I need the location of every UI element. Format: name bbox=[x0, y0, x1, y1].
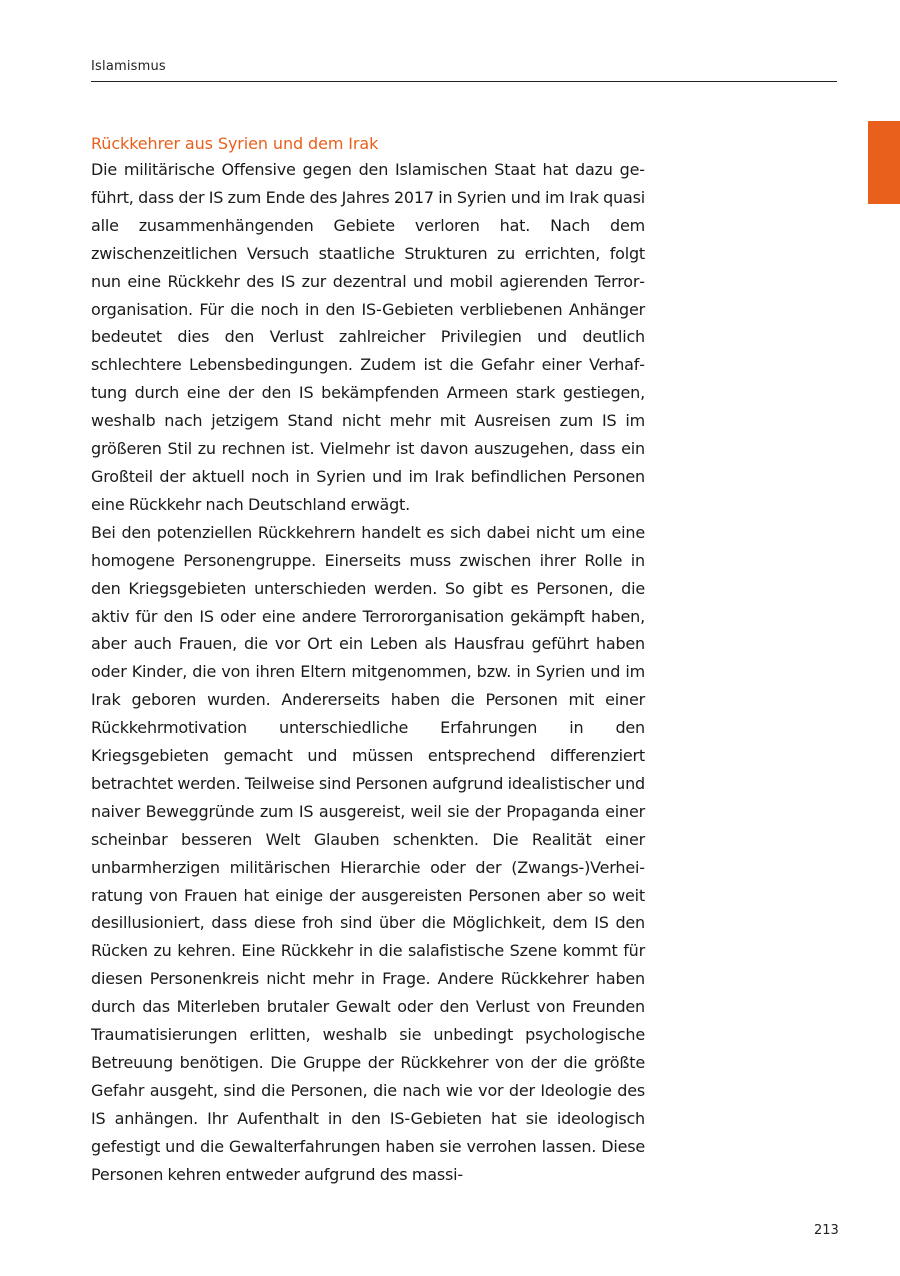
header-rule bbox=[91, 81, 837, 82]
section-tab-marker bbox=[868, 121, 900, 204]
main-content bbox=[91, 132, 645, 1189]
body-paragraph: Die militärische Offensive gegen den Islamischen Staat hat dazu geführt, dass der IS zum Ende des Jahres 2017 in Syrien und im Irak quasi alle zusammenhängenden Gebiete verloren hat. Nach dem zwischenzeitlichen Versuch staatliche Strukturen zu errichten, folgt nun eine Rückkehr des IS zur dezentral und mobil agierenden Terrororganisation. Für die noch in den IS-Gebieten verbliebenen Anhänger bedeutet dies den Verlust zahlreicher Privilegien und deutlich schlechtere Lebensbedingungen. Zudem ist die Gefahr einer Verhaftung durch eine der den IS bekämpfenden Armeen stark gestiegen, weshalb nach jetzigem Stand nicht mehr mit Ausreisen zum IS im größeren Stil zu rechnen ist. Vielmehr ist davon auszugehen, dass ein Großteil der aktuell noch in Syrien und im Irak befindlichen Personen eine Rückkehr nach Deutschland erwägt. bbox=[91, 160, 645, 514]
section-heading: Rückkehrer aus Syrien und dem Irak bbox=[91, 134, 379, 153]
running-header: Islamismus bbox=[91, 59, 166, 74]
body-paragraph: Bei den potenziellen Rückkehrern handelt es sich dabei nicht um eine homogene Personengruppe. Einerseits muss zwischen ihrer Rolle in den Kriegsgebieten unterschieden werden. So gibt es Personen, die aktiv für den IS oder eine andere Terrororganisation gekämpft haben, aber auch Frauen, die vor Ort ein Leben als Hausfrau geführt haben oder Kinder, die von ihren Eltern mitgenommen, bzw. in Syrien und im Irak geboren wurden. Andererseits haben die Personen mit einer Rückkehrmotivation unterschiedliche Erfahrungen in den Kriegsgebieten gemacht und müssen entsprechend differenziert betrachtet werden. Teilweise sind Personen aufgrund idealistischer und naiver Beweggründe zum IS ausgereist, weil sie der Propaganda einer scheinbar besseren Welt Glauben schenkten. Die Realität einer unbarmherzigen militärischen Hierarchie oder der (Zwangs-)Verheiratung von Frauen hat einige der ausgereisten Personen aber so weit desillusioniert, dass diese froh sind über die Möglichkeit, dem IS den Rücken zu kehren. Eine Rückkehr in die salafistische Szene kommt für diesen Personenkreis nicht mehr in Frage. Andere Rückkehrer haben durch das Miterleben brutaler Gewalt oder den Verlust von Freunden Traumatisierungen erlitten, weshalb sie unbedingt psychologische Betreuung benötigen. Die Gruppe der Rückkehrer von der die größte Gefahr ausgeht, sind die Personen, die nach wie vor der Ideologie des IS anhängen. Ihr Aufenthalt in den IS-Gebieten hat sie ideologisch gefestigt und die Gewalterfahrungen haben sie verrohen lassen. Diese Personen kehren entweder aufgrund des massi- bbox=[91, 522, 645, 1184]
page-number: 213 bbox=[814, 1223, 839, 1238]
